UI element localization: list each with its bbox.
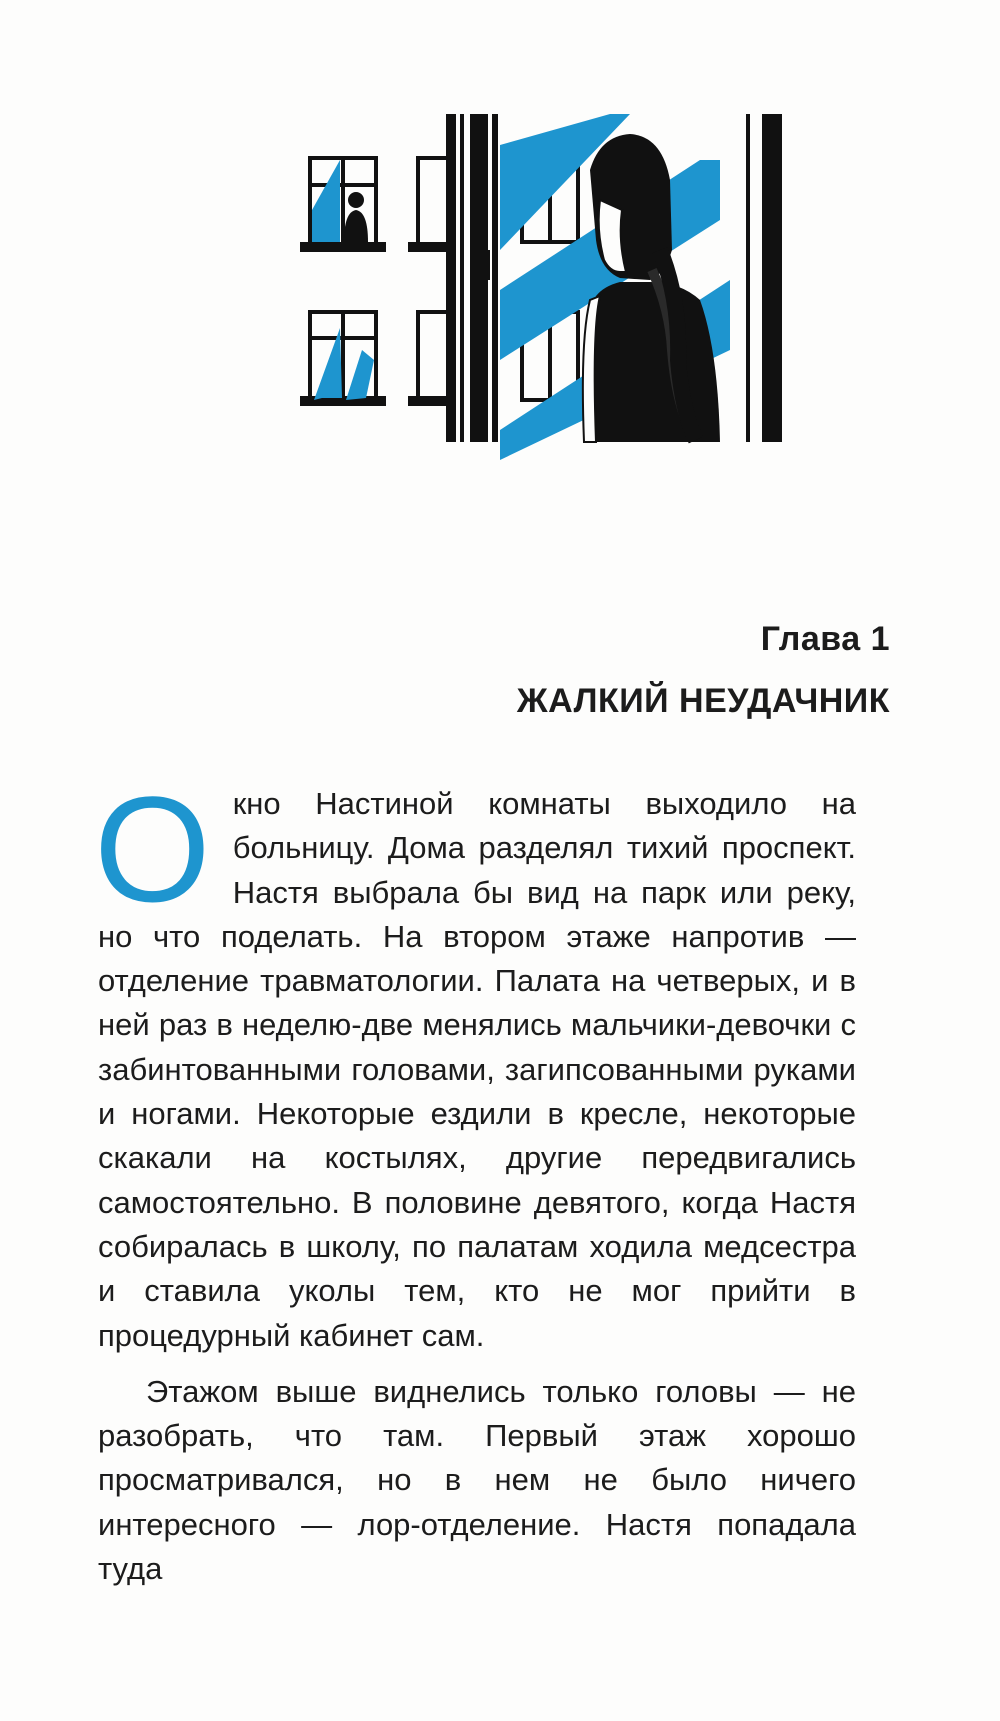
chapter-title: ЖАЛКИЙ НЕУДАЧНИК (516, 682, 890, 720)
chapter-illustration (300, 100, 900, 520)
chapter-number: Глава 1 (760, 620, 890, 658)
paragraph-2: Этажом выше виднелись только головы — не разобрать, что там. Первый этаж хорошо просматривался, но в нем не было ничего интересного — лор-отделение. Настя попадала туда (98, 1373, 856, 1587)
paragraph-1 (94, 765, 856, 1358)
paragraph-1-text: кно Настиной комнаты выходило на больницу. Дома разделял тихий проспект. Настя выбрала бы вид на парк или реку, но что поделать. На втором этаже напротив — отделение травматологии. Палата на четверых, и в ней раз в неделю-две менялись мальчики-девочки с забинтованными головами, загипсованными руками и ногами. Некоторые ездили в кресле, некоторые скакали на костылях, другие передвигались самостоятельно. В половине девятого, когда Настя собиралась в школу, по палатам ходила медсестра и ставила уколы тем, кто не мог прийти в процедурный кабинет сам. (98, 786, 856, 1353)
person-in-window-icon (344, 192, 368, 242)
chapter-text (94, 765, 856, 1591)
drop-cap: О (94, 765, 211, 933)
